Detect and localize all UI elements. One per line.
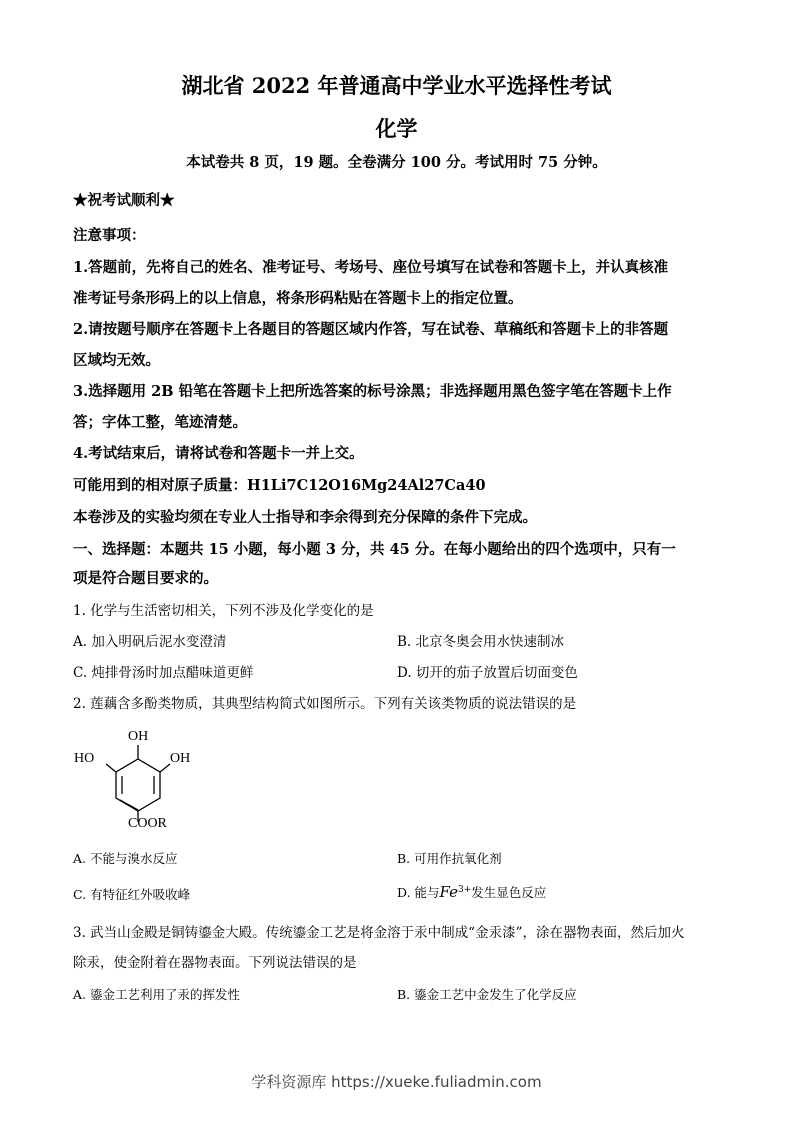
label-ho-left: HO [74, 751, 95, 766]
bond-right-oh [160, 764, 170, 772]
exam-info: 本试卷共 8 页，19 题。全卷满分 100 分。考试用时 75 分钟。 [186, 154, 607, 171]
q1-option-b: B. 北京冬奥会用水快速制冰 [397, 634, 565, 650]
section-heading-line-1: 一、选择题：本题共 15 小题，每小题 3 分，共 45 分。在每小题给出的四个选项中，只有一 [73, 541, 676, 558]
q3-option-b: B. 鎏金工艺中金发生了化学反应 [397, 987, 577, 1002]
section-heading-line-2: 项是符合题目要求的。 [73, 570, 218, 587]
fe-ion-symbol: Fe [439, 883, 458, 901]
note-4: 4.考试结束后，请将试卷和答题卡一并上交。 [73, 445, 364, 462]
note-3-line-2: 答；字体工整，笔迹清楚。 [73, 414, 247, 431]
fe-ion-charge: 3+ [458, 884, 472, 895]
q2-stem: 2. 莲藕含多酚类物质，其典型结构简式如图所示。下列有关该类物质的说法错误的是 [73, 696, 577, 712]
q2-option-d [397, 883, 546, 901]
q1-stem: 1. 化学与生活密切相关，下列不涉及化学变化的是 [73, 603, 374, 619]
ring-double-bond-bottom [120, 800, 138, 810]
label-oh-right: OH [170, 751, 191, 766]
q3-option-a: A. 鎏金工艺利用了汞的挥发性 [73, 987, 240, 1002]
q3-stem-line-1: 3. 武当山金殿是铜铸鎏金大殿。传统鎏金工艺是将金溶于汞中制成“金汞漆”，涂在器物表面，然后加火 [73, 925, 685, 941]
exam-title: 湖北省 2022 年普通高中学业水平选择性考试 [181, 73, 612, 98]
bond-left-oh [106, 764, 116, 772]
q2-option-d-prefix: D. 能与 [397, 885, 440, 900]
q1-option-a: A. 加入明矾后泥水变澄清 [73, 634, 227, 650]
q1-option-c: C. 炖排骨汤时加点醋味道更鲜 [73, 665, 254, 681]
note-3-line-1: 3.选择题用 2B 铅笔在答题卡上把所选答案的标号涂黑；非选择题用黑色签字笔在答题卡上作 [73, 383, 672, 400]
polyphenol-structure-diagram [70, 722, 200, 832]
note-1-line-2: 准考证号条形码上的以上信息，将条形码粘贴在答题卡上的指定位置。 [73, 290, 523, 307]
subject-title: 化学 [375, 116, 418, 141]
footer-watermark: 学科资源库 https://xueke.fuliadmin.com [251, 1073, 542, 1091]
q2-option-d-suffix: 发生显色反应 [471, 885, 547, 900]
q2-option-a: A. 不能与溴水反应 [73, 851, 178, 866]
label-oh-top: OH [128, 729, 149, 744]
q2-option-c: C. 有特征红外吸收峰 [73, 887, 191, 902]
note-2-line-2: 区域均无效。 [73, 352, 160, 369]
safety-note: 本卷涉及的实验均须在专业人士指导和李余得到充分保障的条件下完成。 [73, 509, 537, 526]
label-coor: COOR [128, 816, 167, 831]
blessing-text: ★祝考试顺利★ [73, 192, 175, 209]
notes-heading: 注意事项： [73, 227, 146, 244]
q1-option-d: D. 切开的茄子放置后切面变色 [397, 665, 578, 681]
q2-option-b: B. 可用作抗氧化剂 [397, 851, 502, 866]
note-1-line-1: 1.答题前，先将自己的姓名、准考证号、考场号、座位号填写在试卷和答题卡上，并认真核准 [73, 259, 669, 276]
q3-stem-line-2: 除汞，使金附着在器物表面。下列说法错误的是 [73, 955, 357, 971]
note-2-line-1: 2.请按题号顺序在答题卡上各题目的答题区域内作答，写在试卷、草稿纸和答题卡上的非答题 [73, 321, 669, 338]
atomic-masses: 可能用到的相对原子质量：H1Li7C12O16Mg24Al27Ca40 [73, 477, 486, 494]
